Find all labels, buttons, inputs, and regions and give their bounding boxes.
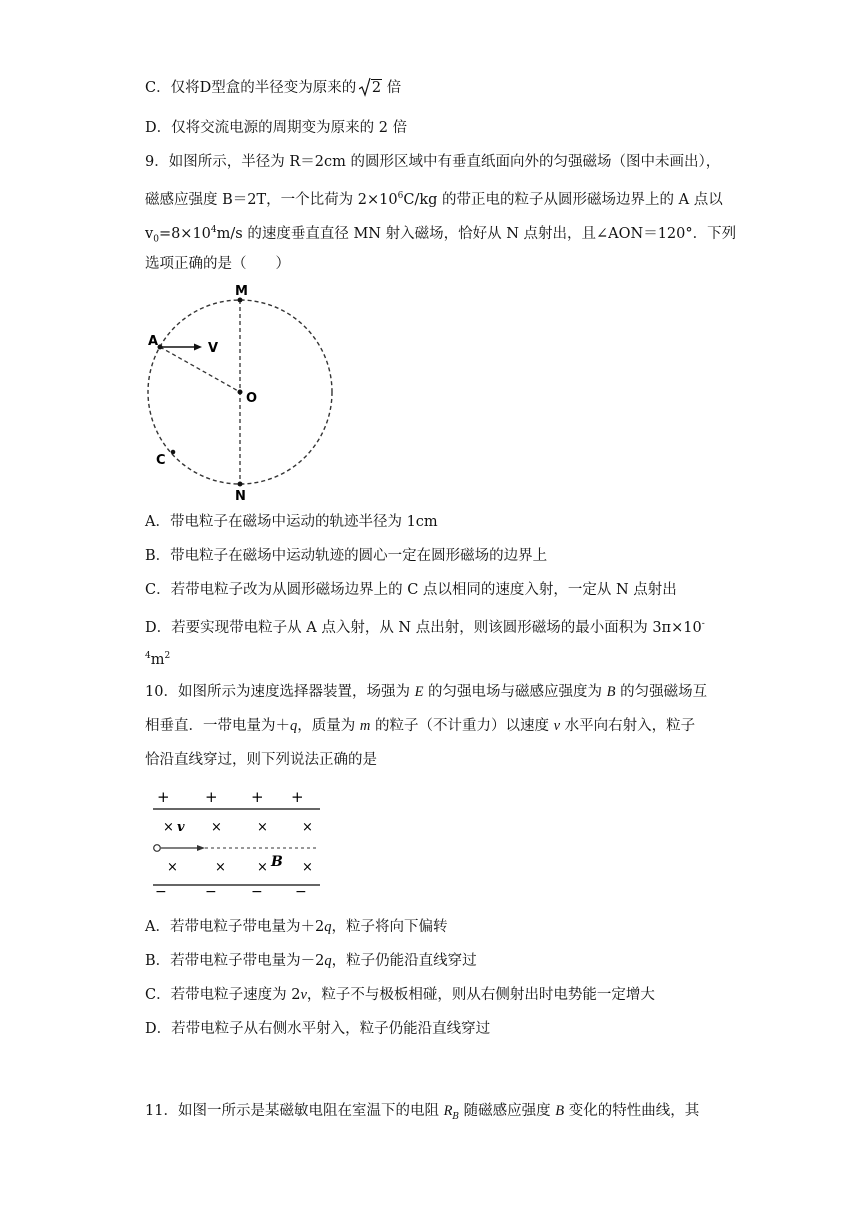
q9-option-a: A．带电粒子在磁场中运动的轨迹半径为 1cm	[145, 514, 438, 530]
q9-option-c: C．若带电粒子改为从圆形磁场边界上的 C 点以相同的速度入射，一定从 N 点射出	[145, 582, 677, 598]
label-c: C	[156, 453, 166, 468]
q10-option-b: B．若带电粒子带电量为－2q，粒子仍能沿直线穿过	[145, 953, 477, 969]
q9-stem-line4: 选项正确的是（ ）	[145, 256, 290, 272]
q8-option-c: C．仅将D型盒的半径变为原来的 2 倍	[145, 78, 401, 98]
label-n: N	[235, 489, 246, 504]
q9-circle-figure	[140, 280, 340, 505]
field-cross: ×	[257, 860, 268, 875]
velocity-arrow-head-icon	[197, 845, 205, 851]
sqrt-symbol: 2	[361, 78, 382, 98]
field-cross: ×	[163, 820, 174, 835]
q9-stem-line3: $v_0=8\times 10^4m/s$ 的速度垂直直径 MN 射入磁场，恰好从 N 点射出，且∠AON＝120°．下列	[145, 225, 737, 245]
q10-stem-line3: 恰沿直线穿过，则下列说法正确的是	[145, 752, 377, 768]
field-cross: ×	[167, 860, 178, 875]
q9-stem-line2: 磁感应强度 B＝2T，一个比荷为 $2\times 10^6C/kg$ 的带正电的粒子从圆形磁场边界上的 A 点以	[145, 191, 723, 208]
q9-option-d-line1: D．若要实现带电粒子从 A 点入射，从 N 点出射，则该圆形磁场的最小面积为 3π×10-	[145, 619, 705, 636]
q10-velocity-selector-figure	[145, 784, 330, 896]
point-o	[238, 390, 243, 395]
plus-sign: +	[157, 788, 170, 806]
q9-option-d-line2: $^4m^2$	[145, 651, 171, 668]
q10-option-c: C．若带电粒子速度为 2v，粒子不与极板相碰，则从右侧射出时电势能一定增大	[145, 987, 655, 1003]
point-c	[171, 450, 176, 455]
particle	[154, 845, 161, 852]
q9-option-b: B．带电粒子在磁场中运动轨迹的圆心一定在圆形磁场的边界上	[145, 548, 548, 564]
plus-sign: +	[251, 788, 264, 806]
point-n	[238, 482, 243, 487]
minus-sign: −	[155, 884, 167, 896]
radius-ao	[160, 347, 240, 392]
q8-option-d: D．仅将交流电源的周期变为原来的 2 倍	[145, 120, 408, 136]
q10-option-d: D．若带电粒子从右侧水平射入，粒子仍能沿直线穿过	[145, 1021, 491, 1037]
label-a: A	[148, 334, 159, 349]
point-a	[158, 345, 163, 350]
q10-stem-line1: 10．如图所示为速度选择器装置，场强为 E 的匀强电场与磁感应强度为 B 的匀强磁场互	[145, 684, 708, 700]
q11-stem-line1: 11．如图一所示是某磁敏电阻在室温下的电阻 $R_B$ 随磁感应强度 B 变化的特性曲线，其	[145, 1103, 700, 1122]
q9-stem-line1: 9．如图所示，半径为 R＝2cm 的圆形区域中有垂直纸面向外的匀强磁场（图中未画出），	[145, 154, 721, 170]
label-o: O	[246, 391, 258, 406]
label-v: V	[208, 341, 219, 356]
field-cross: ×	[257, 820, 268, 835]
minus-sign: −	[205, 884, 217, 896]
field-cross: ×	[215, 860, 226, 875]
plus-sign: +	[205, 788, 218, 806]
q10-stem-line2: 相垂直．一带电量为＋q，质量为 m 的粒子（不计重力）以速度 v 水平向右射入，粒子	[145, 718, 696, 734]
velocity-arrow-head-icon	[194, 344, 202, 351]
label-m: M	[235, 284, 248, 299]
radical-sign-icon	[359, 77, 371, 97]
minus-sign: −	[251, 884, 263, 896]
minus-sign: −	[295, 884, 307, 896]
label-v: v	[177, 820, 185, 835]
field-cross: ×	[302, 860, 313, 875]
q10-option-a: A．若带电粒子带电量为＋2q，粒子将向下偏转	[145, 919, 448, 935]
label-b: B	[271, 854, 283, 870]
field-cross: ×	[211, 820, 222, 835]
plus-sign: +	[291, 788, 304, 806]
field-cross: ×	[302, 820, 313, 835]
